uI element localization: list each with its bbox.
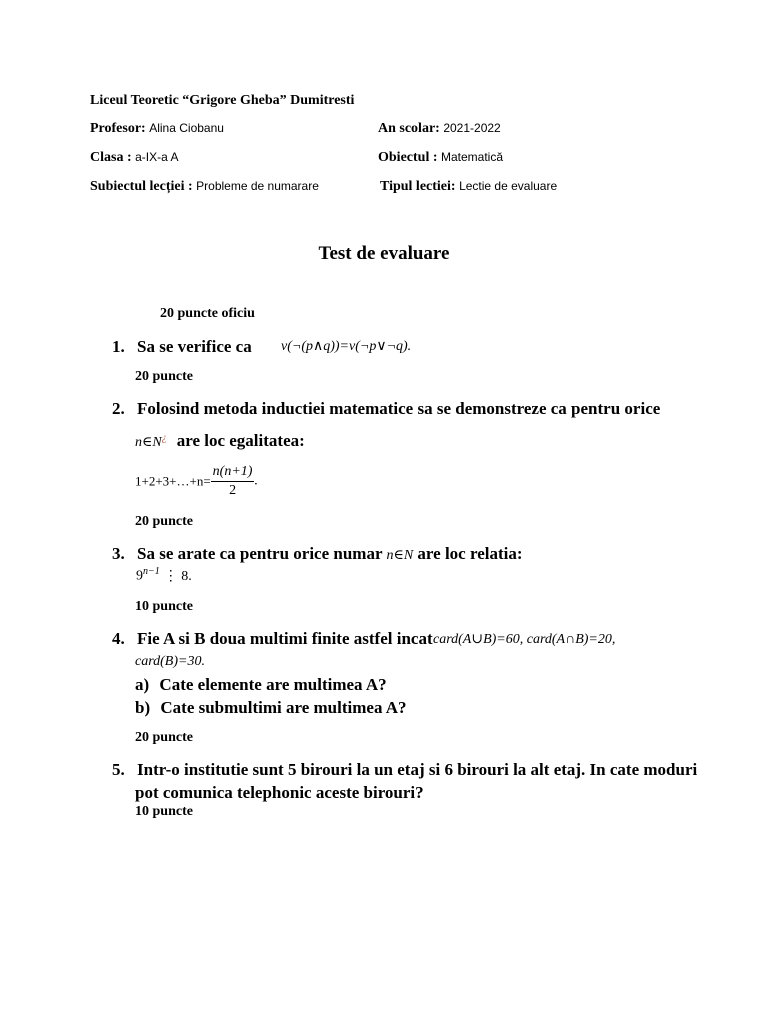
subquestion-label: a) [135,675,150,694]
question-text: Sa se verifice ca [137,337,252,356]
question-number: 5. [112,760,125,779]
subquestion-text: Cate submultimi are multimea A? [160,698,407,717]
question-4 [112,629,433,649]
office-points: 20 puncte oficiu [160,306,255,321]
formula-logic: v(¬(p∧q))=v(¬p∨¬q). [281,339,412,354]
question-text-continued: pot comunica telephonic aceste birouri? [135,783,424,802]
lesson-type-label: Tipul lectiei: [380,179,456,194]
question-5 [112,760,697,780]
topic-line [90,179,319,195]
fraction-numerator: n(n+1) [211,463,255,482]
question-number: 2. [112,399,125,418]
class-label: Clasa : [90,150,132,165]
question-points: 10 puncte [135,599,193,614]
subject-label: Obiectul : [378,150,438,165]
question-1 [112,337,252,357]
question-text-continued: are loc relatia: [417,544,523,563]
topic-label: Subiectul lecției : [90,179,193,194]
formula-cardinality-b: card(B)=30. [135,654,205,669]
school-year-label: An scolar: [378,121,440,136]
question-text-continued: are loc egalitatea: [176,431,305,450]
subquestion-text: Cate elemente are multimea A? [159,675,387,694]
question-points: 20 puncte [135,514,193,529]
topic-value: Probleme de numarare [196,179,319,193]
subquestion-a [135,675,387,695]
formula-sum: 1+2+3+…+n= $\frac{n(n+1)}{2}$ . [135,464,258,498]
subject-line [378,150,503,166]
teacher-value: Alina Ciobanu [149,121,224,135]
teacher-label: Profesor: [90,121,146,136]
question-points: 20 puncte [135,369,193,384]
question-text: Intr-o institutie sunt 5 birouri la un etaj si 6 birouri la alt etaj. In cate moduri [137,760,698,779]
question-text: Folosind metoda inductiei matematice sa se demonstreze ca pentru orice [137,399,661,418]
formula-cardinality: card(A∪B)=60, card(A∩B)=20, [433,632,616,647]
question-3 [112,544,523,564]
question-text: Fie A si B doua multimi finite astfel incat [137,629,433,648]
question-number: 1. [112,337,125,356]
class-value: a-IX-a A [135,150,179,164]
formula-divisibility: $9^{n-1}$ ⋮ 8. [136,566,192,584]
page-title: Test de evaluare [318,243,450,264]
lesson-type-line [380,179,557,195]
question-number: 3. [112,544,125,563]
school-name: Liceul Teoretic “Grigore Gheba” Dumitresti [90,93,355,108]
question-number: 4. [112,629,125,648]
question-text: Sa se arate ca pentru orice numar [137,544,383,563]
formula-natural-set: n∈N¿ [135,432,167,450]
subquestion-b [135,698,407,718]
question-2 [112,399,660,419]
question-points: 10 puncte [135,804,193,819]
subquestion-label: b) [135,698,151,717]
school-year-line [378,121,501,137]
formula-natural-set: n∈N [386,548,414,563]
lesson-type-value: Lectie de evaluare [459,179,558,193]
teacher-line [90,121,224,137]
question-2-line2 [135,431,305,451]
class-line [90,150,178,166]
question-points: 20 puncte [135,730,193,745]
subject-value: Matematică [441,150,504,164]
fraction-denominator: 2 [229,483,237,498]
school-year-value: 2021-2022 [443,121,501,135]
